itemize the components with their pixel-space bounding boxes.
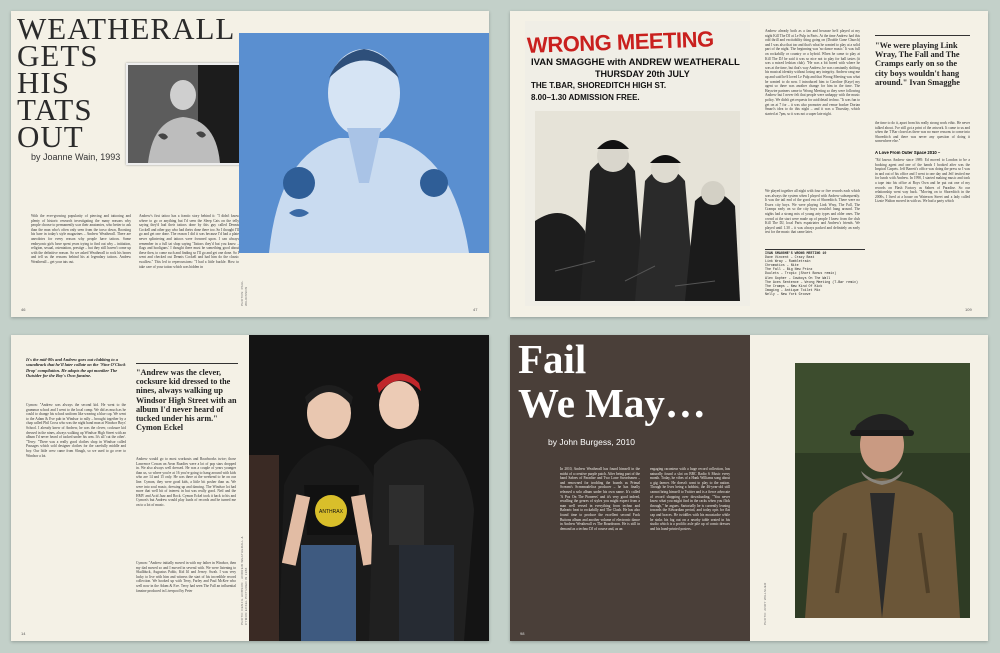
small-photo — [126, 63, 242, 165]
title-line: WEATHERALL — [17, 11, 236, 46]
pull-quote: "Andrew was the clever, cocksure kid dressed to the nines, always walking up Windsor High Street with an album I'd never heard of tucked under his arm." Cymon Eckel — [136, 368, 237, 433]
body-column: Cymon: "Andrew initially moved in with my father in Windsor, then my dad moved so and I moved in several with. We were listening to Skullduck, Augustus Pablo, Kid Jil and Jersey. Swah. I was very lucky to live with him and witness the start of his incredible record collection. We hooked up with Terry, Farley and Paul McKee who well now in the Adam & Eve. Terry had seen The Fall an influential fanzine produced in Liverpool by Peter — [136, 561, 236, 593]
playlist-box — [765, 249, 865, 296]
poster-names: IVAN SMAGGHE with ANDREW WEATHERALL — [531, 57, 740, 68]
photo-two-men — [249, 335, 489, 641]
page-number: 47 — [473, 307, 478, 312]
photo-credit: PHOTO: ANDY WILLSHER — [763, 582, 767, 625]
playlist-item: The Aces Sentence – Wrong Meeting (T-Bar remix) — [765, 279, 858, 284]
body-column: Andrew's first tattoo has a frantic story behind it: "I didn't know where to go or anything but I'd seen the Sleep Cats on the telly saying they'd had their tattoos done by this guy called Dennis Cockell and other guy who had theirs done there too. So I thought I'll go and get one done. The reason I did it was because I'd had a plate never splintering and tattoos were frowned upon. I can always remember in a full tat shop saying 'Tattoos they'd but you know – flags and hooligans.' I thought there must be something good about these then, to come such and finding so I'll go and get one done. So I went and checked out Dennis Cockell and had him do the classic swallow." This led to repercussions: "I had a little buckle. How to take care of your tattoo which was hidden in — [139, 214, 239, 269]
body-column: In 2010, Andrew Weatherall has found himself in the midst of a creative purple patch. After being part of the band Sabres of Paradise and Two Lone Swordsmen – and renowned for trodding the boards as Primal Scream's Screamadelica producer – he has finally released a solo album under his own name. It's called 'A Pox On The Pioneers' and it's very good indeed, recalling the genres of styles you might expect from a man well versed in everything from techno and Balearic beat to rockabilly and The Clash. He has also found time to produce the excellent second Fuck Buttons album and another volume of electronic dance in Andrew Weatherall vs The Boardroom. He is still in demand as a techno DJ of course and, as an — [560, 467, 640, 531]
byline: by Joanne Wain, 1993 — [31, 152, 121, 162]
title-line: TATS — [17, 92, 93, 127]
page-number: 14 — [21, 631, 26, 636]
subhead: A Love From Outer Space 2010 – — [875, 150, 941, 155]
spread-tattoos — [11, 11, 489, 317]
divider — [875, 35, 970, 36]
poster-time: 8.00–1.30 ADMISSION FREE. — [531, 93, 640, 102]
article-title — [518, 337, 706, 425]
body-column: With the ever-growing popularity of piercing and tattooing and plenty of historic research investigating the many reasons why people choose to permanently scar their anatomies, who better to ask than the man who's often only seen from the torso down, Roosting his bare in today's style magazines – Andrew Weatherall. There are anecdotes for every reason why people have tattoos. Some embryonic girls have spent years trying to find out why – initiation, religion, sexual, ostentation, prestige – but they still haven't come up with the definitive reason. So we asked Weatherall to rock his bones and tell us the reasons behind his at legendary tattoos. Andrew Weatherall – get your tats out. — [31, 214, 131, 264]
body-column: Andrew already both as a fan and because he'd played at my night Kill The DJ at Le Pulp in Paris. At the time Andrew had this odd thrill and excitability thing going on (Double Gone Church) and I was also that too and that's what he wanted to play at a solid part of the night. The beginning was 'no dance music.' It was full on rockabilly or country or a hybrid. When he came to play at Kill The DJ he said it was so nice not to play for ball tastes (it was a mixed lesbian club). "He was a bit bored with where he was at the time, but that's way Andrew, he was constantly shifting his musical identity without losing any integrity. Andrew rang me up and said he'd loved Le Pulp and that Wrong Meeting was what he wanted to do now. I introduced him to Caroline (Kaye) my agent so there was another change for him in the time. The Haywire partners came to Wrong Meeting so they were following Andrew but I never felt that people were unhappy with the music policy. We didn't get requests for acid/detail techno. "It was fun to get on at 7 for – it was also promoter and venue booker Dorian Smart's idea to do this night – and it was a Thursday, which started at 7pm, so it was not a super late night. — [765, 29, 860, 116]
spread-windsor — [11, 335, 489, 641]
playlist-item: Alex Gopher – Cowboys On The Wall — [765, 275, 831, 280]
body-column: "Ed knows Andrew since 1989. Ed moved to London to be a booking agent and one of the bands I booked after was the Inspiral Carpets. Jeff Barrett's office was doing the press so I was in and out of his office and I went to one day and Jeff invited me for lunch with Andrew. In 1990, I started making music and took a tape into his office at Boys Own and he put out one of my records on Flash Factory as Sabres of Paradise. So our relationship went way back. "Moving on to Shoreditch in the 2000s, I lived at a house on Waterson Street and a lady called Lizzie Walton moved in with us. We had a party which — [875, 158, 970, 204]
body-column: We played together all night with four or five records each which was always the system when I played with Andrew subsequently. It was the tail end of the good era of Shoreditch. There were no Essex city boys. We were playing Link Wray, The Fall, The Cramps early on so the city boys wouldn't hang around. The nights had a strong mix of young arty types and older ones. The crowd at the start were made up of people I knew from the club Kill The DJ, local Paris expatriates and Andrew's friends. We played until 1.30 – it was always packed and definitely an early test for the music that came later. — [765, 189, 860, 235]
poster-venue: THE T.BAR, SHOREDITCH HIGH ST. — [531, 81, 667, 90]
title-line: HIS — [17, 65, 70, 100]
playlist-item: Nelly – New York Groove — [765, 291, 811, 296]
playlist-item: Chromatics – Nite — [765, 263, 799, 268]
spread-wrong-meeting — [510, 11, 988, 317]
body-column: engaging raconteur with a huge record collection, has naturally found a slot on BBC Radio 6 Music every month. Today, he vibes of a Hank Williams song about a gig farmer. He doesn't want to play to the nation. Though he lives being a hobbist, the 46-year-old still cannot bring himself to Twitter and is a fierce advocate of record shopping over downloading. "You never know what you might find in the racks when you flick through," he argues. Sartorially he is currently leaning towards the Edwardian period, and today opts for flat cap and braces. He twiddles with his moustache while he sinks his fag out on a nearby table seated in his studio which is a prolific axle pile up of comic dresses and his hand-printed posters. — [650, 467, 730, 531]
playlist-item: Imaging – Antique Toilet Mix — [765, 287, 821, 292]
title-panel — [510, 335, 750, 641]
body-column: the time to do it, apart from his really strong work ethic. He never talked about. I've still got a print of the artwork. It came to us and when the T Bar closed as there was no more reasons to come into Shoreditch and there was never any question of doing it somewhere else." — [875, 121, 970, 143]
playlist-item: The Cramps – New Kind Of Kick — [765, 283, 823, 288]
byline: by John Burgess, 2010 — [548, 437, 635, 447]
title-line: We May… — [518, 380, 706, 426]
poster-title: WRONG MEETING — [526, 26, 714, 58]
body-column: Cymon: "Andrew was always the second kid. He went to the grammar school and I went to the local comp. We did as much as he could to change his school uniform like wearing a blue cap. We went to the Adam & Eve pub in Windsor to rally – brought together by a chap called Phil Cross who was the night band man at Windsor Boys' School. I already knew of Andrew, he was the clever, cocksure kid dressed in the nines, always walking up Windsor High Street with an album I'd never heard of tucked under his arm. It's all 'cut the other'. "Terry: "There was a really good clothes shop in Windsor called Passages which sold designer clothes for the carefully middle and boy. Our little crew came from Slough, so we used to go over to Windsor a lot. — [26, 403, 126, 458]
photo-credit: PHOTO: DENZIL HOBSON · ANDREW WEATHERALL & CYMON ECKEL PICTURED IN 1986 — [240, 536, 248, 625]
page-number: 46 — [21, 307, 26, 312]
intro-paragraph: It's the mid-80s and Andrew goes out clubbing to a soundtrack that he'll later collate on the 'Nine O'Clock Drop' compilation. He adopts the apt moniker The Outsider for the Boy's Own fanzine. — [26, 357, 126, 379]
pull-quote: "We were playing Link Wray, The Fall and The Cramps early on so the city boys wouldn't hang around." Ivan Smagghe — [875, 41, 960, 87]
title-line: OUT — [17, 119, 84, 154]
poster-date: THURSDAY 20th JULY — [595, 69, 690, 79]
tshirt-text: ANTHRAX — [319, 509, 343, 515]
portrait-photo — [795, 363, 970, 618]
playlist-item: The Fall – Big New Prinz — [765, 267, 813, 272]
event-poster — [525, 21, 750, 306]
title-line: GETS — [17, 38, 99, 73]
playlist-title: IVAN SMAGGHE'S WRONG MEETING 10 — [765, 249, 865, 255]
body-column: Andrew would go to most workouts and Roadworks twice; those Lawrence Cowan on Avon Roadies were a lot of pop stars dropped in. We also always well dressed. He was a couple of years younger than us, so where you're at 16 you're going to hang around with kids who are 14 and 15 only. He was there at the weekend to be on our line. Cymon, they were good kids, a little bit posher than us. We were into soul music, dressing up and dancing. The Windsor lot had more that well bit of interest in but was really good. Neil and the HMV and Acid Jazz and Rock. Cymon Eckel took it back to his and Cymon's but Andrew would play loads of records and he turned me on to a lot of music. — [136, 457, 236, 507]
page-number: 109 — [965, 307, 972, 312]
playlist-item: Dave Vincent – Crazy Beat — [765, 255, 815, 260]
page-number: 98 — [520, 631, 525, 636]
article-title — [17, 11, 236, 154]
title-line: Fail — [518, 336, 587, 382]
main-blue-photo — [239, 33, 489, 253]
poster-illustration — [535, 111, 740, 301]
playlist-item: Duulets – Tropic (Short Bonus remix) — [765, 271, 837, 276]
spread-fail-we-may — [510, 335, 988, 641]
playlist-item: Link Wray – Rumbletrain — [765, 259, 811, 264]
photo-credit: PHOTOS: PAUL WILKINSON — [240, 280, 248, 306]
divider — [136, 363, 238, 364]
